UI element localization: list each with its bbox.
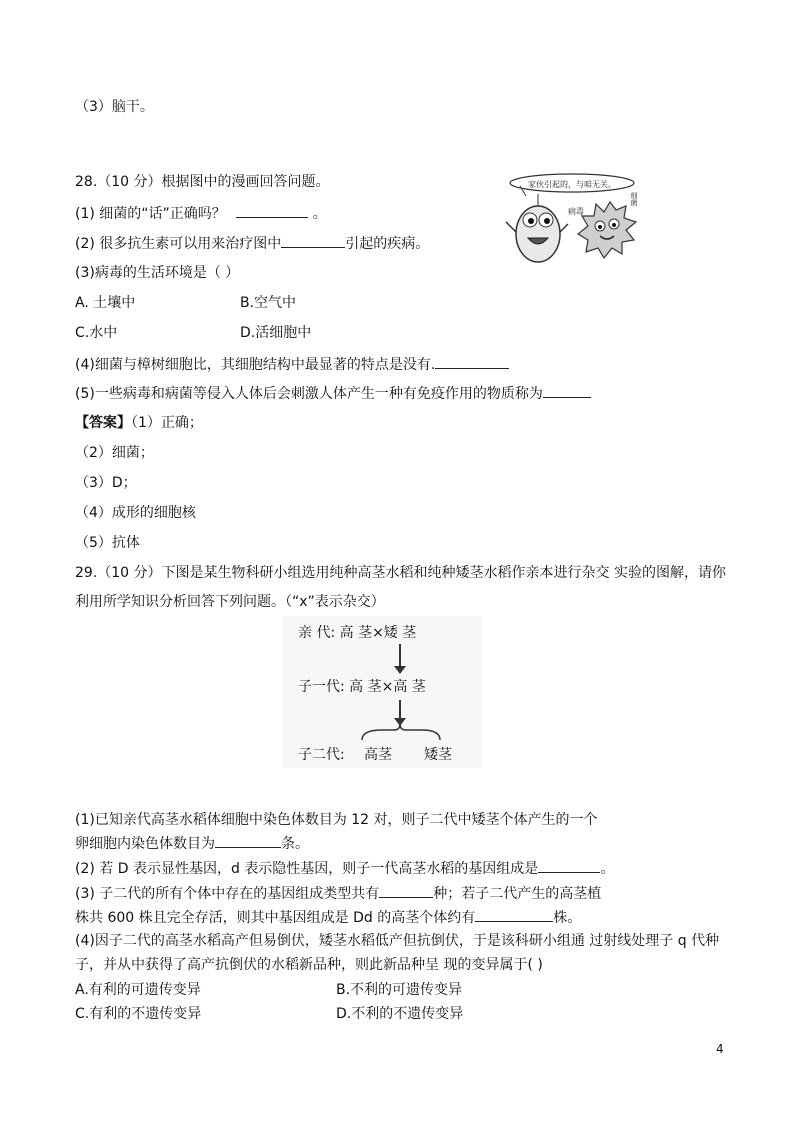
diagram-f2-tall: 高茎 bbox=[364, 747, 392, 763]
q29-part1-line2 bbox=[75, 833, 309, 854]
q28-part1-end: 。 bbox=[312, 206, 327, 222]
cartoon-illustration bbox=[502, 172, 642, 282]
q29-title-line1: 29.（10 分）下图是某生物科研小组选用纯种高茎水稻和纯种矮茎水稻作亲本进行杂交 实验的图解，请你 bbox=[75, 565, 726, 581]
answer-5: （5）抗体 bbox=[75, 535, 140, 551]
q28-part5-blank[interactable] bbox=[543, 383, 591, 398]
q28-option-b: B.空气中 bbox=[240, 295, 297, 311]
diagram-f2-short: 矮茎 bbox=[424, 747, 452, 763]
diagram-f2-label: 子二代: bbox=[298, 747, 345, 763]
bacteria-character bbox=[578, 202, 636, 258]
q29-part1-line1: (1)已知亲代高茎水稻体细胞中染色体数目为 12 对，则子二代中矮茎个体产生的一个 bbox=[75, 812, 598, 828]
q28-option-a: A. 土壤中 bbox=[75, 295, 136, 311]
q28-part2-text-b: 引起的疾病。 bbox=[345, 236, 430, 252]
q29-part2-text-b: 。 bbox=[600, 861, 615, 877]
q28-part5 bbox=[75, 383, 591, 404]
q29-title-line2: 利用所学知识分析回答下列问题。（“x”表示杂交） bbox=[75, 594, 385, 610]
answer-2: （2）细菌； bbox=[75, 445, 154, 461]
q29-part2-text-a: (2) 若 D 表示显性基因，d 表示隐性基因，则子一代高茎水稻的基因组成是 bbox=[75, 861, 539, 877]
bacteria-label: 细菌 bbox=[630, 192, 638, 206]
diagram-f1-row: 子一代: 高 茎×高 茎 bbox=[298, 679, 426, 695]
bacteria-pupil-left bbox=[598, 225, 602, 229]
brace bbox=[362, 724, 440, 740]
prev-answer-item3: （3）脑干。 bbox=[75, 99, 154, 115]
arrow-head-1 bbox=[394, 666, 406, 674]
q29-part3-blank1[interactable] bbox=[379, 883, 433, 898]
q29-part3-line1 bbox=[75, 883, 601, 904]
q29-part3-text-b: 种；若子二代产生的高茎植 bbox=[433, 886, 602, 902]
q29-part3-text-a: (3) 子二代的所有个体中存在的基因组成类型共有 bbox=[75, 886, 380, 902]
bacteria-pupil-right bbox=[612, 223, 616, 227]
q28-part2-text-a: (2) 很多抗生素可以用来治疗图中 bbox=[75, 236, 282, 252]
q29-part3-blank2[interactable] bbox=[475, 907, 553, 922]
q29-part4-line2: 子，并从中获得了高产抗倒伏的水稻新品种，则此新品种呈 现的变异属于( ) bbox=[75, 957, 543, 973]
diagram-parent-row: 亲 代: 高 茎×矮 茎 bbox=[298, 625, 417, 641]
q28-part4 bbox=[75, 354, 509, 375]
q28-option-d: D.活细胞中 bbox=[240, 325, 312, 341]
q29-part3-text-d: 株。 bbox=[553, 910, 582, 926]
virus-character bbox=[516, 206, 560, 262]
q28-part1-text: (1) 细菌的“话”正确吗？ bbox=[75, 206, 226, 222]
q29-option-c: C.有利的不遗传变异 bbox=[75, 1006, 202, 1022]
cartoon-svg bbox=[502, 172, 642, 282]
q29-part2 bbox=[75, 858, 614, 879]
q28-part3: (3)病毒的生活环境是（ ） bbox=[75, 265, 240, 281]
q28-part2 bbox=[75, 233, 429, 254]
q28-title: 28.（10 分）根据图中的漫画回答问题。 bbox=[75, 174, 330, 190]
q28-part2-blank[interactable] bbox=[281, 233, 345, 248]
q28-option-c: C.水中 bbox=[75, 325, 118, 341]
q28-part1 bbox=[75, 203, 327, 224]
q28-part4-blank[interactable] bbox=[435, 354, 509, 369]
q29-part1-blank[interactable] bbox=[215, 833, 281, 848]
q29-part1-text-a: 卵细胞内染色体数目为 bbox=[75, 836, 215, 852]
answer-line1 bbox=[75, 413, 203, 433]
q29-option-a: A.有利的可遗传变异 bbox=[75, 982, 201, 998]
genetics-cross-diagram bbox=[282, 616, 482, 768]
q29-part4-line1: (4)因子二代的高茎水稻高产但易倒伏，矮茎水稻低产但抗倒伏，于是该科研小组通 过射线处理子 q 代种 bbox=[75, 933, 720, 949]
q29-part3-text-c: 株共 600 株且完全存活，则其中基因组成是 Dd 的高茎个体约有 bbox=[75, 910, 476, 926]
answer-label: 【答案】 bbox=[75, 415, 131, 431]
q29-part3-line2 bbox=[75, 907, 581, 928]
answer-4: （4）成形的细胞核 bbox=[75, 505, 196, 521]
answer-3: （3）D； bbox=[75, 475, 137, 491]
q29-option-b: B.不利的可遗传变异 bbox=[336, 982, 463, 998]
q28-part1-blank[interactable] bbox=[236, 203, 308, 218]
q29-part2-blank[interactable] bbox=[538, 858, 600, 873]
virus-label: 病毒 bbox=[568, 207, 584, 216]
virus-arm-left bbox=[506, 222, 516, 232]
q29-option-d: D.不利的不遗传变异 bbox=[336, 1006, 464, 1022]
virus-pupil-left bbox=[528, 218, 534, 224]
q28-part4-text: (4)细菌与樟树细胞比，其细胞结构中最显著的特点是没有. bbox=[75, 357, 436, 373]
q28-part5-text: (5)一些病毒和病菌等侵入人体后会刺激人体产生一种有免疫作用的物质称为 bbox=[75, 386, 543, 402]
virus-pupil-right bbox=[544, 218, 550, 224]
q29-part1-text-b: 条。 bbox=[281, 836, 309, 852]
speech-text: 家伙引起的，与咱无关。 bbox=[528, 180, 616, 189]
page-number: 4 bbox=[716, 1042, 724, 1056]
answer-1: （1）正确； bbox=[131, 415, 203, 431]
virus-arm-right bbox=[560, 224, 568, 232]
